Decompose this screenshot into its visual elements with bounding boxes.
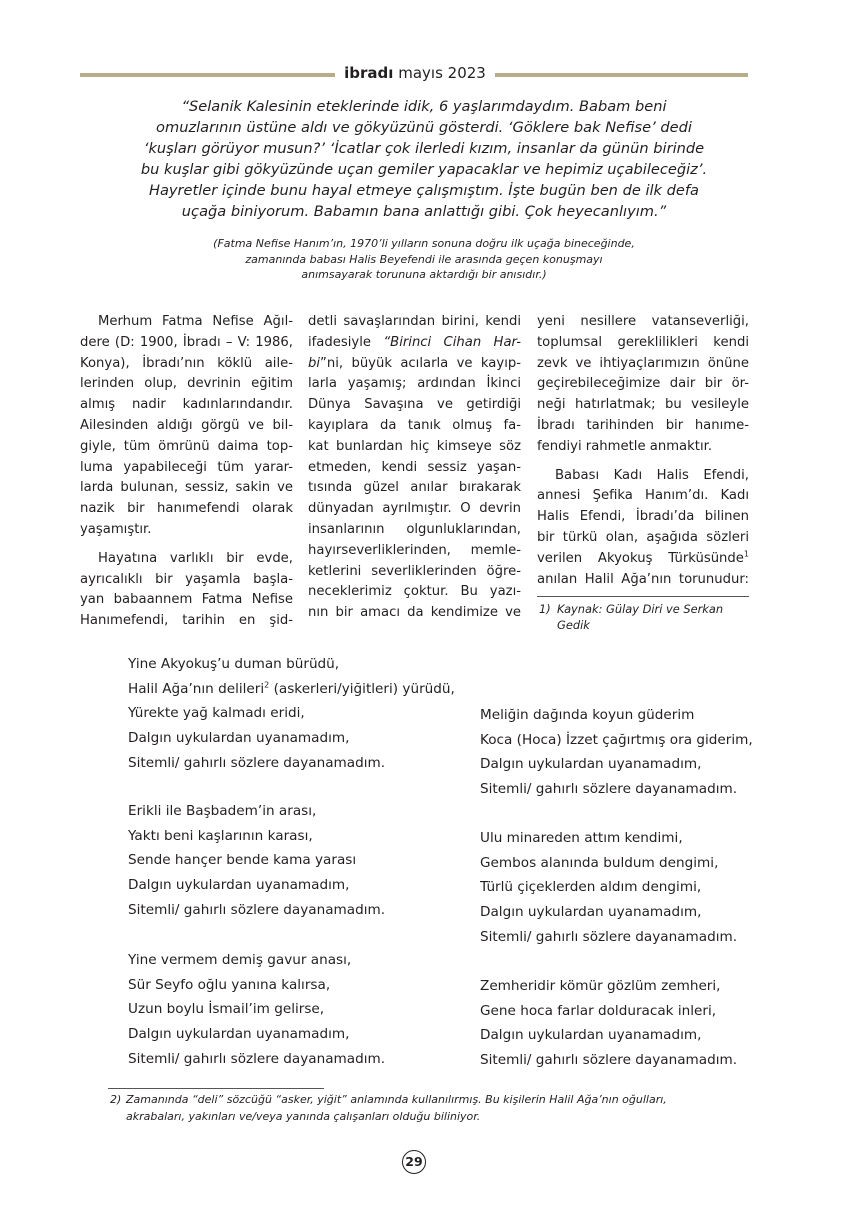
text-line: annesi Şefika Hanım’dı. Kadı [537, 488, 749, 504]
poem-stanza-left-2 [128, 799, 385, 923]
footnote-number: 1) [539, 602, 551, 616]
poem-line: Ulu minareden attım kendimi, [480, 830, 683, 846]
page-number: 29 [402, 1150, 426, 1174]
footnote-line: Zamanında “deli” sözcüğü “asker, yiğit” anlamında kullanılırmış. Bu kişilerin Halil Ağa’nın oğulları, [126, 1093, 667, 1106]
war-name-italic: bi [308, 355, 321, 371]
text-line: bir türkü olan, aşağıda sözleri [537, 529, 749, 545]
poem-line: Yürekte yağ kalmadı eridi, [128, 705, 305, 722]
poem-line: Yaktı beni kaşlarının karası, [128, 827, 313, 844]
poem-line: Dalgın uykulardan uyanamadım, [128, 877, 350, 894]
poem-line: Erikli ile Başbadem’in arası, [128, 803, 317, 819]
footnote-ref-2: 2 [264, 680, 270, 690]
poem-stanza-right-1 [480, 703, 753, 802]
poem-line: Sende hançer bende kama yarası [128, 852, 357, 869]
pull-quote [110, 96, 738, 222]
text-run: ”ni, büyük acılarla ve kayıp- [320, 355, 521, 371]
text-run: ifadesiyle [308, 334, 384, 350]
text-line [537, 549, 749, 570]
poem-line: Sitemli/ gahırlı sözlere dayanamadım. [480, 1052, 738, 1069]
credit-line: anımsayarak torununa aktardığı bir anısıdır.) [301, 268, 547, 281]
text-run: (askerleri/yiğitleri) yürüdü, [269, 680, 455, 697]
text-line: larla yaşamış; ardından İkinci [308, 376, 521, 392]
poem-line: Yine vermem demiş gavur anası, [128, 952, 352, 968]
poem-line: Yine Akyokuş’u duman bürüdü, [128, 656, 340, 672]
quote-line: “Selanik Kalesinin eteklerinde idik, 6 yaşlarımdaydım. Babam beni [181, 98, 667, 115]
text-line: Hayatına varlıklı bir evde, [98, 550, 293, 566]
poem-stanza-left-3 [128, 948, 385, 1072]
poem-line: Sitemli/ gahırlı sözlere dayanamadım. [128, 901, 386, 918]
text-line: giyle, tüm ömrünü daima top- [80, 438, 293, 454]
poem-line: Dalgın uykulardan uyanamadım, [128, 730, 350, 747]
text-line: lerinden olup, devrinin eğitim [80, 376, 293, 392]
footnote-text: Kaynak: Gülay Diri ve Serkan Gedik [557, 602, 724, 632]
poem-line: Sitemli/ gahırlı sözlere dayanamadım. [480, 781, 738, 798]
text-line: dere (D: 1900, İbradı – V: 1986, [80, 334, 293, 350]
text-line: ayrıcalıklı bir yaşamla başla- [80, 571, 293, 587]
text-line: detli savaşlarından birini, kendi [308, 314, 521, 329]
war-name-italic: “Birinci Cihan Har- [383, 334, 521, 350]
poem-line: Gene hoca farlar dolduracak inleri, [480, 1002, 717, 1019]
poem-line: Türlü çiçeklerden aldım dengimi, [480, 879, 702, 896]
quote-line: Hayretler içinde bunu hayal etmeye çalışmıştım. İşte bugün ben de ilk defa [149, 182, 699, 199]
text-line: yan babaannem Fatma Nefise [80, 592, 293, 608]
text-line: ketlerini severliklerinden öğre- [308, 563, 521, 579]
footnote-2 [108, 1092, 748, 1125]
text-line: almış nadir kadınlarındandır. [80, 397, 293, 413]
text-line: luma yapabileceği tüm yarar- [80, 459, 293, 475]
poem-line: Zemheridir kömür gözlüm zemheri, [480, 978, 721, 994]
text-line: toplumsal gereklilikleri kendi [537, 334, 749, 350]
footnote-number: 2) [110, 1093, 122, 1106]
text-line: hayırseverliklerinden, memle- [308, 542, 521, 558]
poem-line: Koca (Hoca) İzzet çağırtmış ora giderim, [480, 731, 753, 748]
text-line: Halis Efendi, İbradı’da bilinen [537, 509, 749, 525]
text-line: Merhum Fatma Nefise Ağıl- [98, 314, 293, 329]
text-line: anılan Halil Ağa’nın torunudur: [537, 571, 749, 587]
header-rule-right [495, 73, 748, 77]
poem-stanza-right-3 [480, 974, 737, 1073]
poem-line: Dalgın uykulardan uyanamadım, [480, 1027, 702, 1044]
text-line: kat bunlardan hiç kimseye söz [308, 438, 521, 454]
footnote-rule [108, 1088, 324, 1089]
text-line [308, 333, 521, 354]
credit-line: zamanında babası Halis Beyefendi ile arasında geçen konuşmayı [245, 252, 603, 266]
paragraph [308, 312, 521, 624]
text-line: neceklerimiz çoktur. Bu yazı- [308, 584, 521, 600]
poem-line: Dalgın uykulardan uyanamadım, [480, 904, 702, 921]
footnote-ref-1: 1 [743, 549, 749, 559]
poem-line: Sitemli/ gahırlı sözlere dayanamadım. [128, 754, 386, 771]
poem-line: Sür Seyfo oğlu yanına kalırsa, [128, 976, 331, 993]
quote-line: uçağa biniyorum. Babamın bana anlattığı gibi. Çok heyecanlıyım.” [181, 203, 667, 220]
text-run: Halil Ağa’nın delileri [128, 680, 265, 697]
text-line: zevk ve ihtiyaçlarımızın önüne [537, 355, 749, 371]
text-line: fendiyi rahmetle anmaktır. [537, 438, 713, 454]
header-rule-left [80, 73, 335, 77]
text-line: geçirebileceğimize dair bir ör- [537, 376, 749, 392]
text-line: Hanımefendi, tarihin en şid- [80, 613, 293, 629]
text-line: yaşamıştır. [80, 521, 152, 537]
poem-line: Gembos alanında buldum dengimi, [480, 854, 719, 871]
paragraph [80, 312, 293, 541]
text-line: dünyadan ayrılmıştır. O devrin [308, 501, 521, 517]
text-line: nın bir amacı da kendimize ve [308, 605, 521, 621]
quote-line: omuzlarının üstüne aldı ve gökyüzünü gösterdi. ‘Göklere bak Nefise’ dedi [156, 119, 692, 136]
text-line: Ailesinden aldığı görgü ve bil- [80, 417, 293, 433]
text-line: Konya), İbradı’nın köklü aile- [80, 355, 293, 371]
poem-line: Meliğin dağında koyun güderim [480, 707, 695, 723]
text-column-2 [308, 312, 521, 624]
text-line [308, 354, 521, 375]
running-header [335, 64, 495, 82]
poem-line [128, 677, 455, 702]
footnote-line: akrabaları, yakınları ve/veya yanında çalışanları olduğu biliniyor. [126, 1109, 481, 1123]
text-line: Babası Kadı Halis Efendi, [555, 467, 749, 483]
poem-line: Sitemli/ gahırlı sözlere dayanamadım. [480, 928, 738, 945]
text-line: yeni nesillere vatanseverliği, [537, 314, 749, 329]
text-column-3 [537, 312, 749, 590]
text-line: insanlarının olgunluklarından, [308, 521, 521, 537]
quote-credit [180, 236, 668, 283]
paragraph [80, 549, 293, 632]
text-line: neği hatırlatmak; bu vesileyle [537, 397, 749, 413]
text-line: İbradı tarihinden bir hanıme- [537, 417, 749, 433]
poem-stanza-right-2 [480, 826, 737, 950]
footnote-rule [537, 596, 749, 597]
footnote-1 [537, 601, 749, 633]
quote-line: ‘kuşları görüyor musun?’ ‘İcatlar çok ilerledi kızım, insanlar da günün birinde [143, 140, 705, 157]
paragraph [537, 466, 749, 591]
text-line: larda bulunan, sessiz, sakin ve [80, 480, 293, 496]
poem-line: Sitemli/ gahırlı sözlere dayanamadım. [128, 1050, 386, 1067]
credit-line: (Fatma Nefise Hanım’ın, 1970’li yılların sonuna doğru ilk uçağa bineceğinde, [213, 237, 635, 250]
footnote-text [126, 1092, 748, 1125]
poem-line: Dalgın uykulardan uyanamadım, [480, 756, 702, 773]
poem-line: Dalgın uykulardan uyanamadım, [128, 1026, 350, 1043]
text-line: tısında güzel anılar bırakarak [308, 480, 521, 496]
text-line: Dünya Savaşına ve getirdiği [308, 397, 521, 413]
text-column-1 [80, 312, 293, 632]
issue-date: mayıs 2023 [398, 64, 486, 82]
text-line: etmeden, kendi sessiz yaşan- [308, 459, 521, 475]
poem-line: Uzun boylu İsmail’im gelirse, [128, 1001, 325, 1018]
paragraph [537, 312, 749, 458]
quote-line: bu kuşlar gibi gökyüzünde uçan gemiler yapacaklar ve hepimiz uçabileceğiz’. [140, 161, 708, 178]
text-run: verilen Akyokuş Türküsünde [537, 550, 744, 566]
poem-stanza-left-1 [128, 652, 455, 776]
magazine-name: ibradı [344, 64, 394, 82]
text-line: nazik bir hanımefendi olarak [80, 501, 293, 517]
text-line: kayıplara da tanık olmuş fa- [308, 417, 521, 433]
